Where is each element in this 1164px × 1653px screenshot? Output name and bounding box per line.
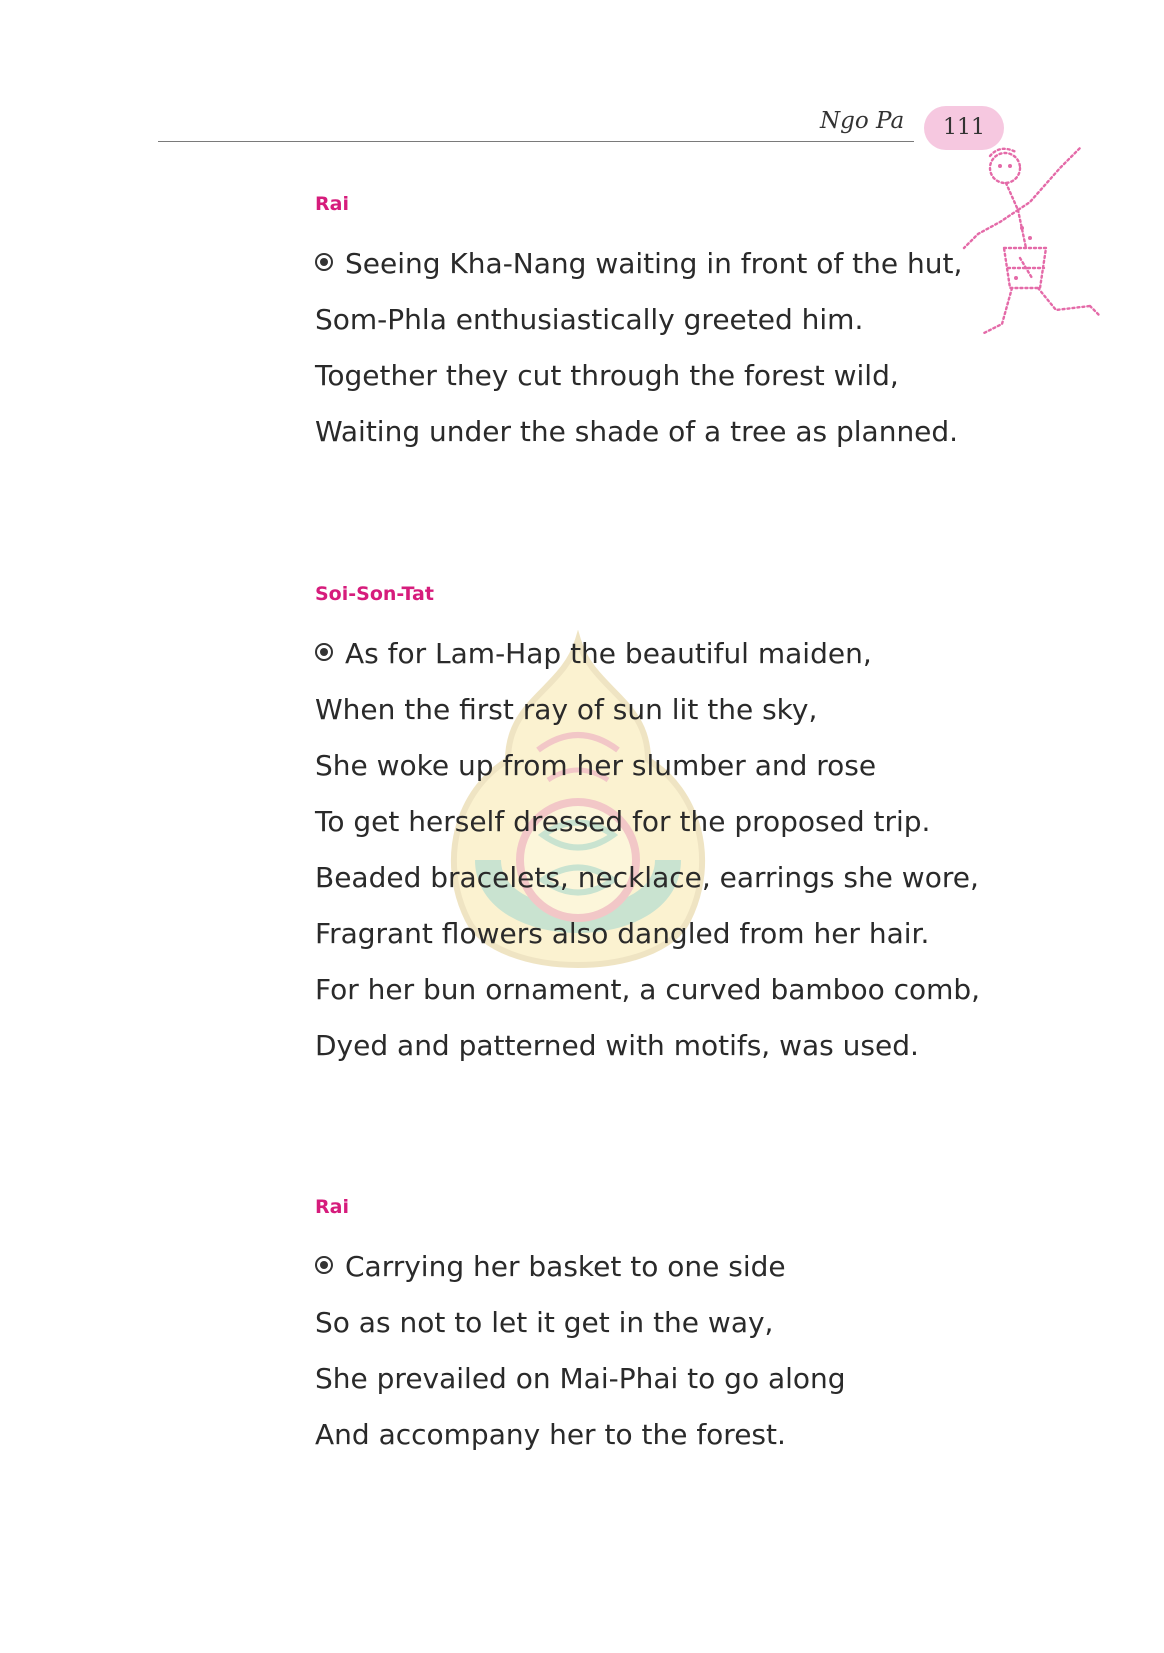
verse-line: So as not to let it get in the way, [315, 1306, 774, 1339]
verse-line: Fragrant flowers also dangled from her hair. [315, 917, 930, 950]
verse-line: Beaded bracelets, necklace, earrings she wore, [315, 861, 979, 894]
page-number-badge: 111 [924, 106, 1004, 150]
verse-line: To get herself dressed for the proposed trip. [315, 805, 931, 838]
section-label: Rai [315, 193, 349, 215]
verse-line: Seeing Kha-Nang waiting in front of the hut, [315, 236, 1015, 292]
verse-line: She woke up from her slumber and rose [315, 749, 877, 782]
bullet-icon [315, 253, 333, 271]
verse-line: As for Lam-Hap the beautiful maiden, [315, 626, 1015, 682]
verse-line: Som-Phla enthusiastically greeted him. [315, 303, 864, 336]
verse-line: Together they cut through the forest wild, [315, 359, 899, 392]
verse-line: Carrying her basket to one side [315, 1239, 1015, 1295]
bullet-icon [315, 643, 333, 661]
running-title: Ngo Pa [820, 108, 905, 134]
verse-line: For her bun ornament, a curved bamboo comb, [315, 973, 981, 1006]
stanza-rai-1 [315, 190, 1015, 460]
bullet-icon [315, 1256, 333, 1274]
verse-line: Waiting under the shade of a tree as planned. [315, 415, 959, 448]
verse-line: She prevailed on Mai-Phai to go along [315, 1362, 846, 1395]
verse-line: When the first ray of sun lit the sky, [315, 693, 818, 726]
header-rule [158, 141, 914, 142]
verse-line: Dyed and patterned with motifs, was used. [315, 1029, 919, 1062]
section-label: Soi-Son-Tat [315, 583, 434, 605]
section-label: Rai [315, 1196, 349, 1218]
stanza-rai-2 [315, 1193, 1015, 1463]
stanza-soi-son-tat [315, 580, 1015, 1074]
verse-line: And accompany her to the forest. [315, 1418, 786, 1451]
